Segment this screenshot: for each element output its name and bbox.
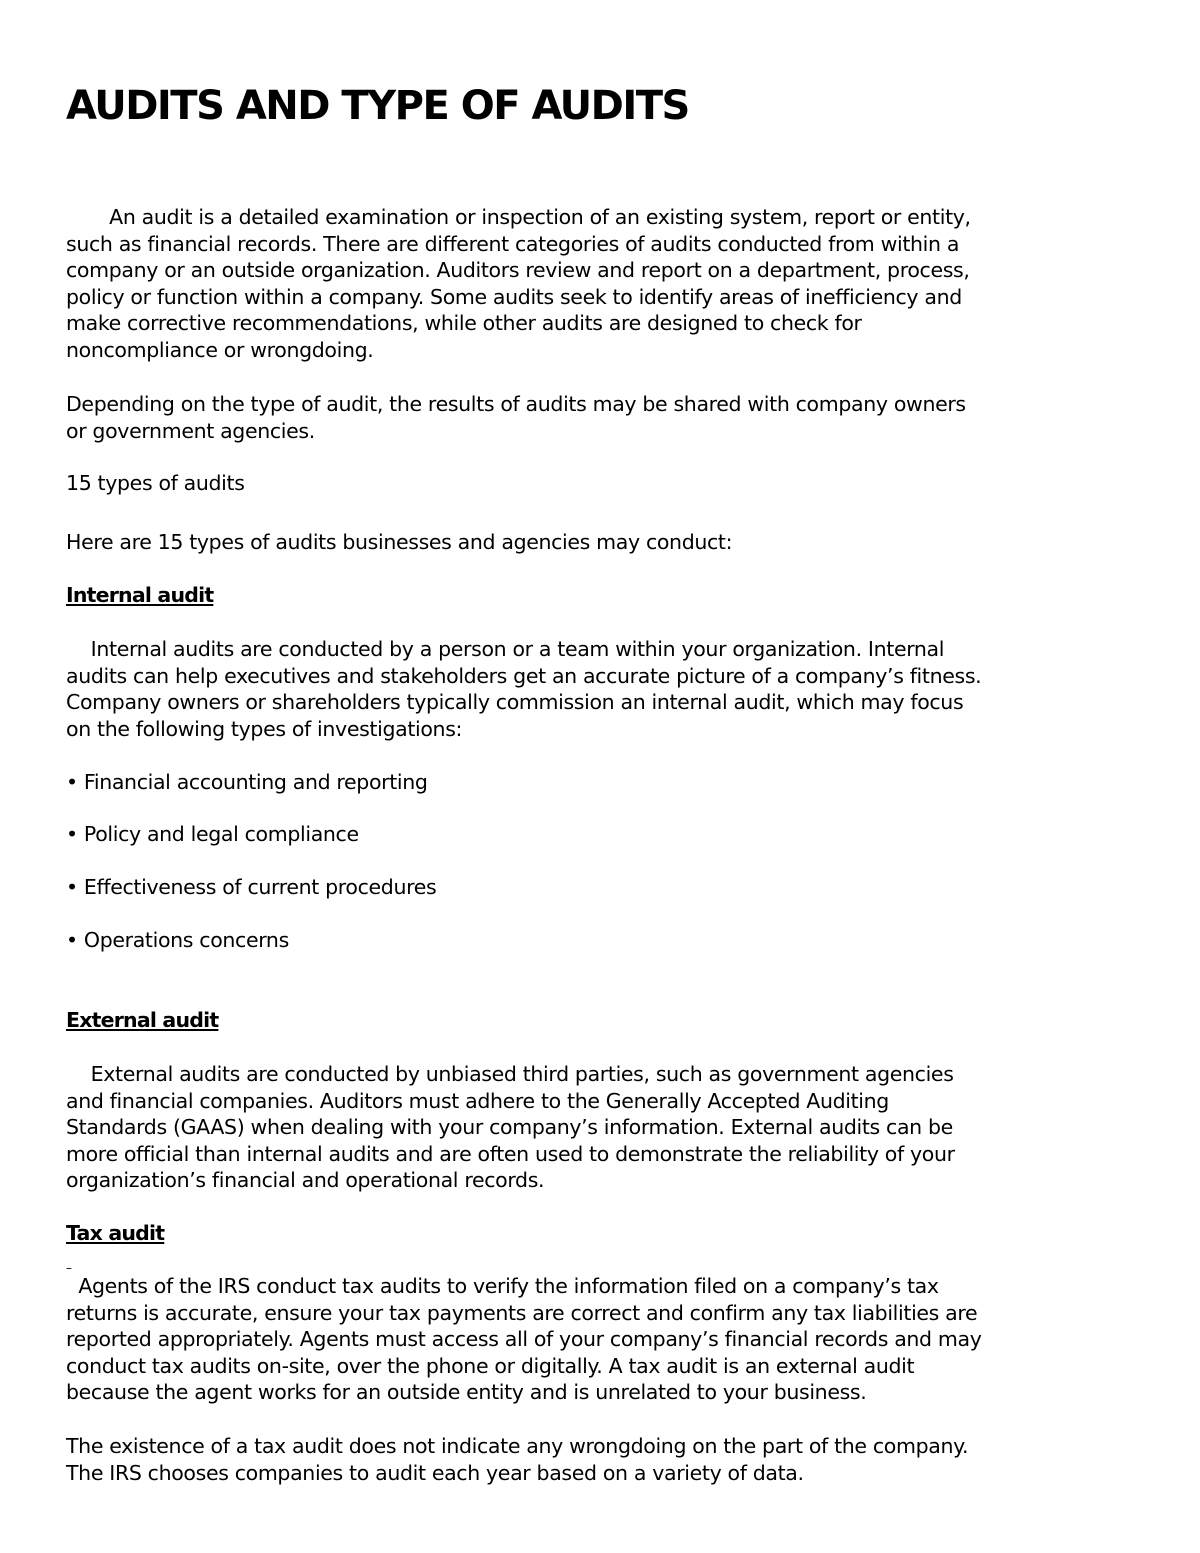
results-line: Depending on the type of audit, the results of audits may be shared with company owners bbox=[66, 392, 966, 416]
internal-audit-paragraph bbox=[66, 636, 1066, 742]
tax-closing-paragraph bbox=[66, 1433, 1066, 1486]
tax-line: returns is accurate, ensure your tax payments are correct and confirm any tax liabilities are bbox=[66, 1300, 978, 1325]
intro-line: An audit is a detailed examination or inspection of an existing system, report or entity, bbox=[66, 205, 971, 229]
internal-line: Company owners or shareholders typically commission an internal audit, which may focus bbox=[66, 690, 964, 715]
results-line: or government agencies. bbox=[66, 418, 315, 443]
external-line: Standards (GAAS) when dealing with your company’s information. External audits can be bbox=[66, 1115, 953, 1140]
external-line: and financial companies. Auditors must adhere to the Generally Accepted Auditing bbox=[66, 1088, 889, 1113]
intro-line: policy or function within a company. Some audits seek to identify areas of inefficiency and bbox=[66, 284, 962, 309]
tax-dash-mark: – bbox=[66, 1261, 72, 1275]
bullet-item: • Policy and legal compliance bbox=[66, 822, 359, 846]
external-line: more official than internal audits and are often used to demonstrate the reliability of your bbox=[66, 1141, 955, 1166]
intro-line: noncompliance or wrongdoing. bbox=[66, 337, 374, 362]
tax-line: Agents of the IRS conduct tax audits to verify the information filed on a company’s tax bbox=[66, 1274, 939, 1298]
tax-line: because the agent works for an outside entity and is unrelated to your business. bbox=[66, 1380, 867, 1405]
results-paragraph bbox=[66, 391, 1066, 444]
tax-audit-heading: Tax audit bbox=[66, 1221, 165, 1245]
bullet-item: • Operations concerns bbox=[66, 928, 289, 952]
internal-line: audits can help executives and stakeholders get an accurate picture of a company’s fitness. bbox=[66, 663, 982, 688]
tax-line: reported appropriately. Agents must access all of your company’s financial records and may bbox=[66, 1327, 982, 1352]
bullet-item: • Financial accounting and reporting bbox=[66, 770, 428, 794]
document-title: AUDITS AND TYPE OF AUDITS bbox=[66, 83, 689, 129]
bullet-item: • Effectiveness of current procedures bbox=[66, 875, 437, 899]
external-audit-heading: External audit bbox=[66, 1008, 219, 1032]
internal-line: Internal audits are conducted by a person or a team within your organization. Internal bbox=[66, 637, 945, 661]
types-count: 15 types of audits bbox=[66, 471, 245, 495]
types-intro: Here are 15 types of audits businesses and agencies may conduct: bbox=[66, 530, 733, 554]
external-audit-paragraph bbox=[66, 1061, 1066, 1194]
tax-audit-paragraph bbox=[66, 1273, 1066, 1406]
tax-closing-line: The existence of a tax audit does not indicate any wrongdoing on the part of the company. bbox=[66, 1434, 969, 1458]
tax-closing-line: The IRS chooses companies to audit each year based on a variety of data. bbox=[66, 1460, 804, 1485]
external-line: organization’s financial and operational records. bbox=[66, 1168, 545, 1193]
external-line: External audits are conducted by unbiased third parties, such as government agencies bbox=[66, 1062, 954, 1086]
intro-line: such as financial records. There are different categories of audits conducted from within a bbox=[66, 231, 960, 256]
intro-paragraph bbox=[66, 204, 1066, 364]
intro-line: company or an outside organization. Auditors review and report on a department, process, bbox=[66, 258, 970, 283]
tax-line: conduct tax audits on-site, over the phone or digitally. A tax audit is an external audit bbox=[66, 1353, 915, 1378]
intro-line: make corrective recommendations, while other audits are designed to check for bbox=[66, 311, 862, 336]
internal-audit-heading: Internal audit bbox=[66, 583, 214, 607]
internal-line: on the following types of investigations: bbox=[66, 716, 463, 741]
